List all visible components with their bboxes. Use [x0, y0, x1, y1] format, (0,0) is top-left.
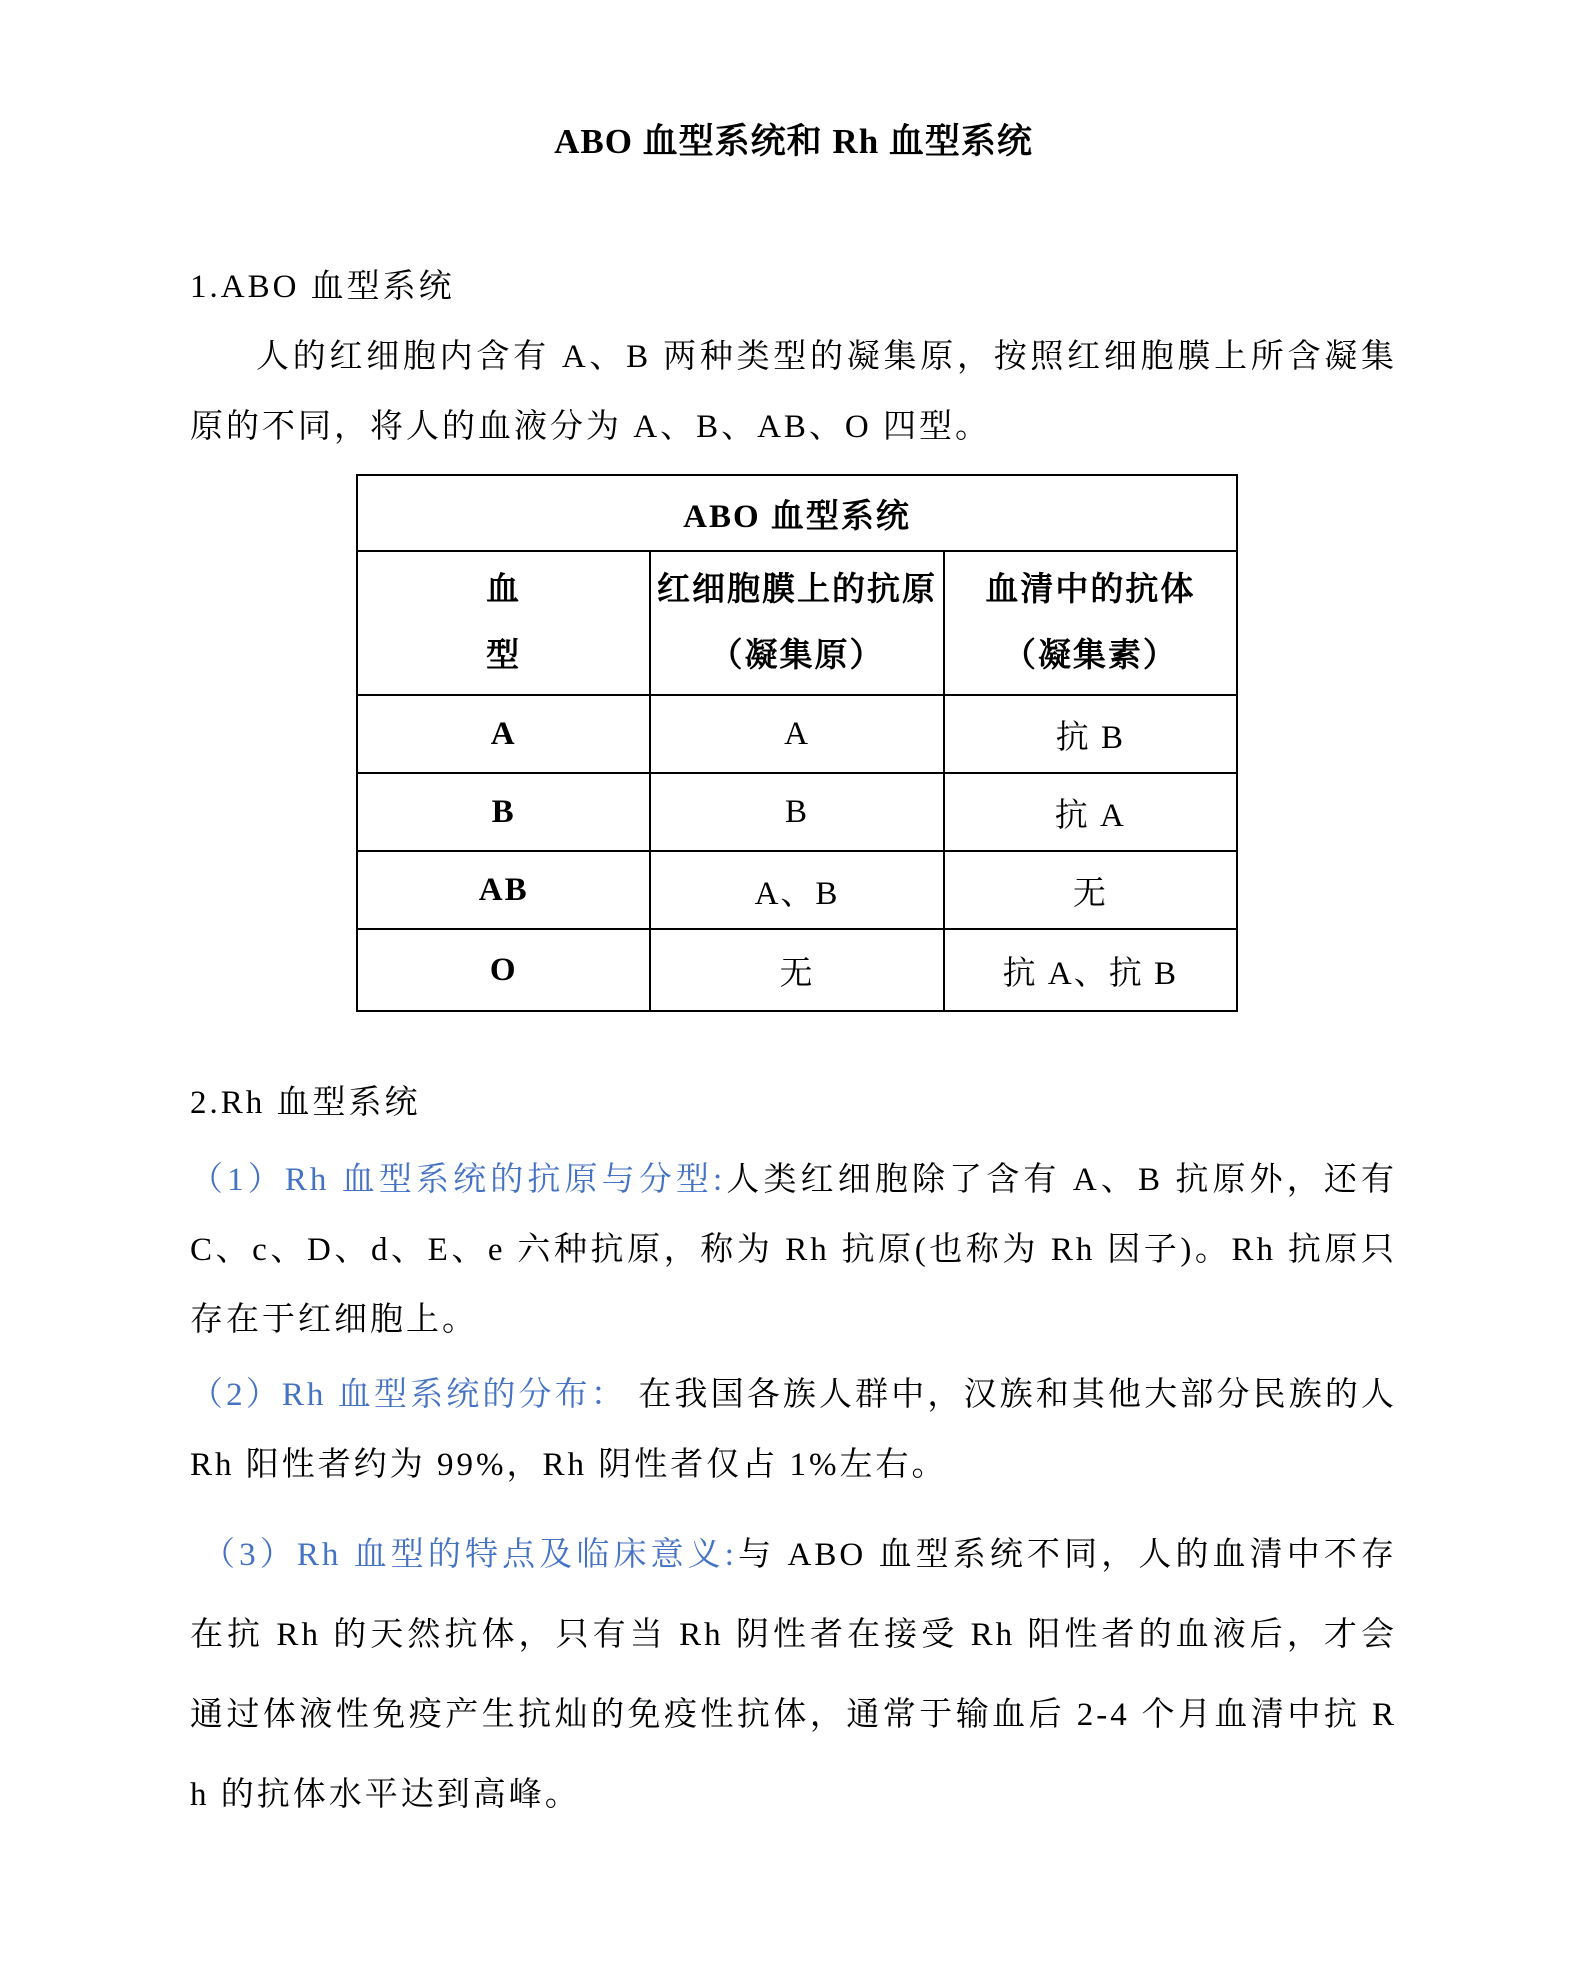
rh-item-1-text: 人类红细胞除了含有 A、B 抗原外，还有 C、c、D、d、E、e 六种抗原，称为 Rh 抗原(也称为 Rh 因子)。Rh 抗原只存在于红细胞上。 [190, 1162, 1398, 1338]
section1-heading: 1.ABO 血型系统 [190, 269, 455, 305]
rh-item-1-label: （1）Rh 血型系统的抗原与分型: [190, 1162, 726, 1198]
cell-antibody: 抗 A [944, 773, 1237, 851]
cell-antigen: B [650, 773, 943, 851]
table-row [357, 851, 1237, 929]
rh-item-clinical-significance [190, 1515, 1397, 1835]
header-antigen [650, 551, 943, 695]
cell-blood-type: B [357, 773, 650, 851]
section2-heading: 2.Rh 血型系统 [190, 1085, 421, 1121]
rh-item-2-label: （2）Rh 血型系统的分布： [190, 1377, 627, 1413]
header-blood-type-line2: 型 [486, 638, 522, 674]
cell-antigen: A [650, 695, 943, 773]
cell-antibody: 抗 A、抗 B [944, 929, 1237, 1011]
rh-item-antigen-typing [190, 1145, 1397, 1355]
cell-blood-type: A [357, 695, 650, 773]
document-title: ABO 血型系统和 Rh 血型系统 [554, 122, 1033, 161]
rh-item-2-text: 在我国各族人群中，汉族和其他大部分民族的人 Rh 阳性者约为 99%，Rh 阴性者仅占 1%左右。 [190, 1377, 1398, 1483]
header-blood-type-line1: 血 [486, 572, 522, 608]
document-content [0, 116, 1587, 1835]
section1-paragraph: 人的红细胞内含有 A、B 两种类型的凝集原，按照红细胞膜上所含凝集原的不同，将人的血液分为 A、B、AB、O 四型。 [190, 339, 1397, 445]
table-row [357, 773, 1237, 851]
cell-blood-type: O [357, 929, 650, 1011]
header-antibody-line1: 血清中的抗体 [985, 572, 1196, 608]
table-row [357, 929, 1237, 1011]
table-caption: ABO 血型系统 [357, 475, 1237, 551]
table-header-row [357, 551, 1237, 695]
table-caption-row [357, 475, 1237, 551]
abo-blood-type-table [356, 474, 1238, 1012]
cell-antigen: 无 [650, 929, 943, 1011]
header-antigen-line2: （凝集原） [709, 638, 885, 674]
rh-item-3-label: （3）Rh 血型的特点及临床意义: [202, 1537, 737, 1573]
rh-item-3-text: 与 ABO 血型系统不同，人的血清中不存在抗 Rh 的天然抗体，只有当 Rh 阴性者在接受 Rh 阳性者的血液后，才会通过体液性免疫产生抗灿的免疫性抗体，通常于输血后 2-4 个月血清中抗 Rh 的抗体水平达到高峰。 [190, 1537, 1397, 1813]
rh-item-distribution [190, 1360, 1397, 1500]
header-blood-type [357, 551, 650, 695]
cell-antibody: 抗 B [944, 695, 1237, 773]
header-antigen-line1: 红细胞膜上的抗原 [656, 572, 937, 608]
header-antibody-line2: （凝集素） [1002, 638, 1178, 674]
cell-antigen: A、B [650, 851, 943, 929]
cell-blood-type: AB [357, 851, 650, 929]
cell-antibody: 无 [944, 851, 1237, 929]
table-row [357, 695, 1237, 773]
header-antibody [944, 551, 1237, 695]
